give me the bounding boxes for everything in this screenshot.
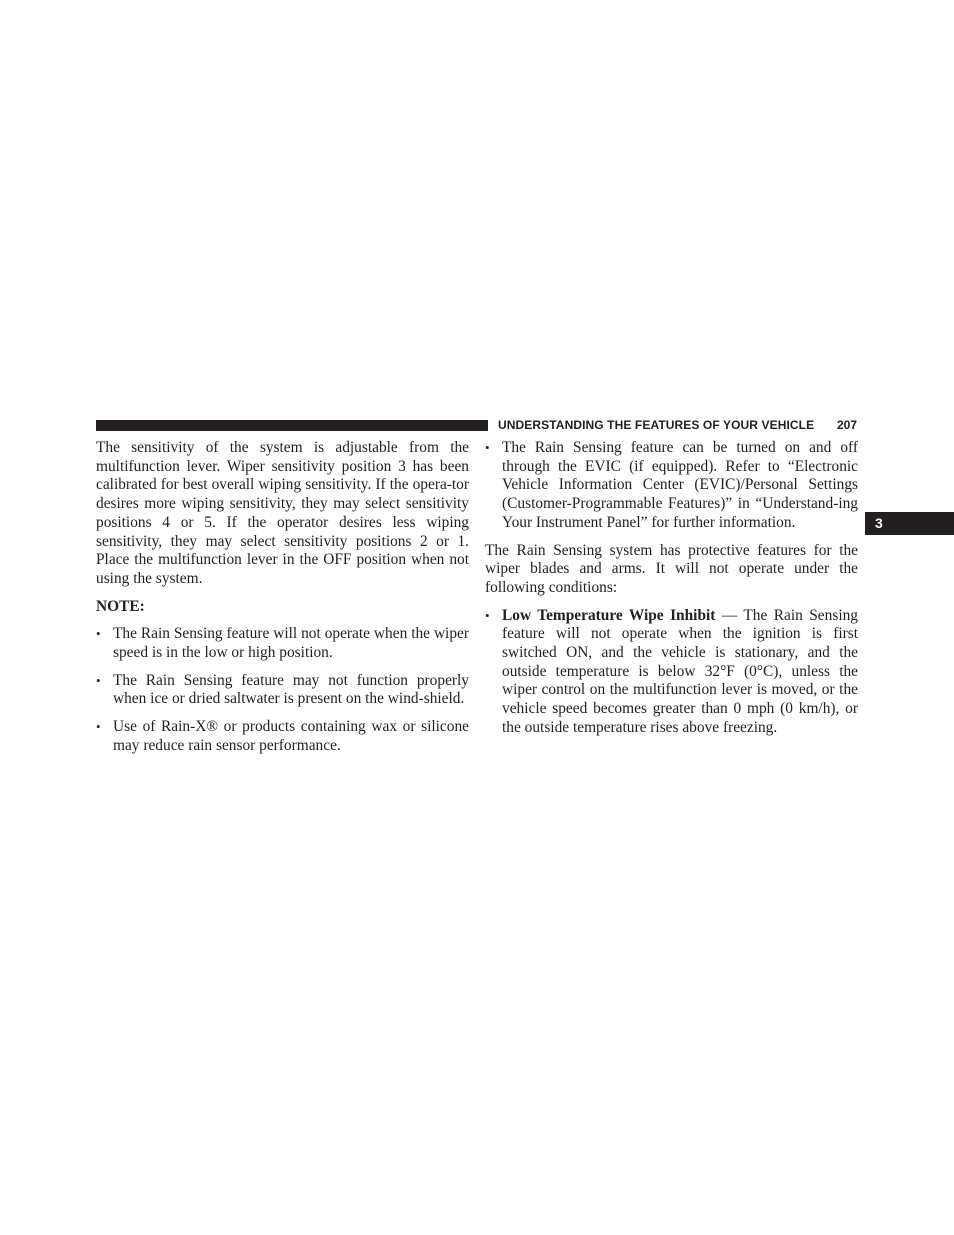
bullet-icon: •: [96, 626, 101, 642]
note-label: NOTE:: [96, 597, 145, 615]
list-item: [485, 607, 858, 738]
condition-text: — The Rain Sensing feature will not operate when the ignition is first switched ON, and the vehicle is stationary, and the outside temperature is below 32°F (0°C), unless the wiper control on the multifunction lever is moved, or the vehicle speed becomes greater than 0 mph (0 km/h), or the outside temperature rises above freezing.: [502, 606, 858, 736]
page-number: 207: [837, 418, 858, 432]
chapter-number: 3: [875, 515, 883, 531]
condition-title: Low Temperature Wipe Inhibit: [502, 606, 716, 624]
left-column: [96, 439, 469, 765]
note-text: The Rain Sensing feature may not function properly when ice or dried saltwater is present on the wind-shield.: [113, 671, 469, 708]
bullet-icon: •: [96, 672, 101, 688]
list-item: [96, 672, 469, 709]
bullet-icon: •: [485, 607, 490, 623]
bullet-icon: •: [96, 719, 101, 735]
sensitivity-paragraph: The sensitivity of the system is adjustable from the multifunction lever. Wiper sensitivity position 3 has been calibrated for best overall wiping sensitivity. If the opera-tor desires more wiping sensitivity, they may select sensitivity positions 4 or 5. If the operator desires less wiping sensitivity, they may select sensitivity positions 2 or 1. Place the multifunction lever in the OFF position when not using the system.: [96, 439, 469, 587]
list-item: [96, 625, 469, 662]
chapter-tab: [865, 512, 954, 535]
note-text: Use of Rain-X® or products containing wax or silicone may reduce rain sensor performance.: [113, 718, 469, 754]
header-bar: [96, 420, 488, 431]
bullet-icon: •: [485, 440, 490, 455]
section-title: UNDERSTANDING THE FEATURES OF YOUR VEHICLE: [498, 418, 815, 432]
list-item: [485, 439, 858, 533]
list-item: [96, 718, 469, 755]
right-column: [485, 439, 858, 747]
note-text: The Rain Sensing feature will not operate when the wiper speed is in the low or high position.: [113, 625, 469, 662]
evic-text: The Rain Sensing feature can be turned on and off through the EVIC (if equipped). Refer to “Electronic Vehicle Information Center (EVIC)/Personal Settings (Customer-Programmable Features)” in “Understand-ing Your Instrument Panel” for further information.: [502, 439, 858, 531]
protective-features-paragraph: The Rain Sensing system has protective features for the wiper blades and arms. It will not operate under the following conditions:: [485, 541, 858, 596]
